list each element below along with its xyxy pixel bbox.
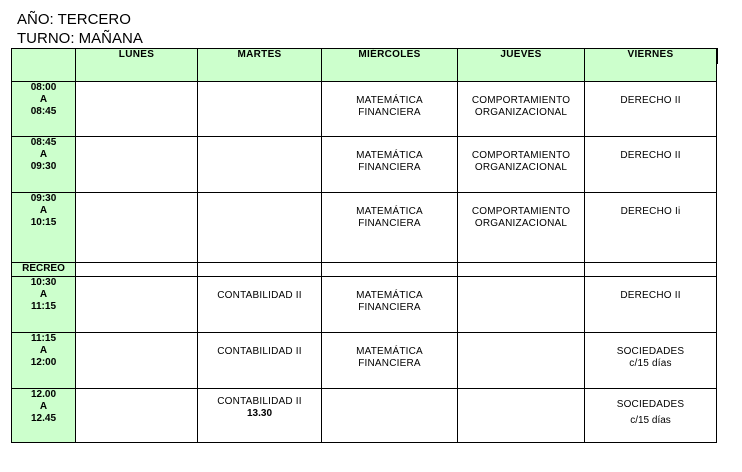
subject — [458, 389, 584, 402]
cell-viernes — [585, 333, 717, 389]
subject: MATEMÁTICA FINANCIERA — [356, 150, 423, 173]
table-row — [12, 193, 717, 263]
header-row — [12, 49, 717, 82]
time-end: 09:30 — [30, 161, 57, 172]
recreo-cell — [76, 263, 198, 277]
subject — [76, 333, 197, 346]
year-heading: AÑO: TERCERO — [17, 11, 131, 28]
time-cell — [12, 82, 76, 137]
cell-lunes — [76, 137, 198, 193]
time-cell — [12, 333, 76, 389]
subject — [458, 277, 584, 290]
shift-heading: TURNO: MAÑANA — [17, 30, 143, 47]
day-header-miercoles: MIÉRCOLES — [322, 49, 458, 82]
subject: DERECHO II — [620, 95, 681, 106]
subject: MATEMÁTICA FINANCIERA — [356, 206, 423, 229]
cell-jueves — [458, 137, 585, 193]
cell-miercoles — [322, 82, 458, 137]
cell-jueves — [458, 333, 585, 389]
time-sep: A — [39, 205, 48, 216]
time-end: 10:15 — [30, 217, 57, 228]
time-sep: A — [39, 94, 48, 105]
cell-martes — [198, 277, 322, 333]
cell-miercoles — [322, 137, 458, 193]
time-cell — [12, 137, 76, 193]
subject — [322, 389, 457, 402]
subject: SOCIEDADES — [616, 399, 685, 410]
cell-martes — [198, 333, 322, 389]
recreo-cell — [198, 263, 322, 277]
subject: CONTABILIDAD II — [217, 396, 302, 407]
time-end: 12:00 — [30, 357, 57, 368]
subject: DERECHO II — [620, 290, 681, 301]
subject — [198, 82, 321, 95]
cell-jueves — [458, 82, 585, 137]
subject — [198, 193, 321, 206]
schedule-table — [11, 48, 717, 443]
corner-cell — [12, 49, 76, 82]
subject — [76, 277, 197, 290]
time-start: 12.00 — [30, 389, 57, 400]
subject — [458, 333, 584, 346]
cell-viernes — [585, 389, 717, 443]
time-sep: A — [39, 345, 48, 356]
cell-martes — [198, 389, 322, 443]
time-end: 08:45 — [30, 106, 57, 117]
table-row — [12, 389, 717, 443]
time-start: 08:00 — [30, 82, 57, 93]
day-header-jueves: JUEVES — [458, 49, 585, 82]
table-row — [12, 82, 717, 137]
cell-lunes — [76, 193, 198, 263]
subject — [76, 193, 197, 206]
recreo-row — [12, 263, 717, 277]
subject: COMPORTAMIENTO ORGANIZACIONAL — [471, 150, 571, 173]
subject — [198, 137, 321, 150]
cell-jueves — [458, 193, 585, 263]
cell-lunes — [76, 333, 198, 389]
subject: CONTABILIDAD II — [217, 290, 302, 301]
cell-lunes — [76, 277, 198, 333]
recreo-label: RECREO — [12, 263, 76, 277]
cell-viernes — [585, 137, 717, 193]
cell-miercoles — [322, 333, 458, 389]
time-start: 10:30 — [30, 277, 57, 288]
day-header-martes: MARTES — [198, 49, 322, 82]
time-sep: A — [39, 401, 48, 412]
cell-lunes — [76, 389, 198, 443]
table-row — [12, 333, 717, 389]
subject: MATEMÁTICA FINANCIERA — [356, 346, 423, 369]
subject-extra-time: 13.30 — [246, 408, 273, 419]
cell-martes — [198, 137, 322, 193]
subject: COMPORTAMIENTO ORGANIZACIONAL — [471, 95, 571, 118]
time-sep: A — [39, 149, 48, 160]
subject — [76, 389, 197, 402]
time-end: 12.45 — [30, 413, 57, 424]
cell-viernes — [585, 82, 717, 137]
recreo-cell — [322, 263, 458, 277]
time-cell — [12, 193, 76, 263]
cell-jueves — [458, 277, 585, 333]
cell-miercoles — [322, 277, 458, 333]
cell-viernes — [585, 193, 717, 263]
cell-martes — [198, 193, 322, 263]
subject-frequency: c/15 días — [630, 415, 671, 426]
table-row — [12, 277, 717, 333]
subject: DERECHO Ii — [620, 206, 681, 217]
subject: CONTABILIDAD II — [217, 346, 302, 357]
subject: MATEMÁTICA FINANCIERA — [356, 290, 423, 313]
subject — [76, 137, 197, 150]
day-header-viernes: VIERNES — [585, 49, 717, 82]
subject: SOCIEDADES c/15 días — [616, 346, 685, 369]
table-row — [12, 137, 717, 193]
time-cell — [12, 389, 76, 443]
cell-miercoles — [322, 193, 458, 263]
subject — [76, 82, 197, 95]
subject: DERECHO II — [620, 150, 681, 161]
recreo-cell — [585, 263, 717, 277]
cell-viernes — [585, 277, 717, 333]
cell-miercoles — [322, 389, 458, 443]
subject: MATEMÁTICA FINANCIERA — [356, 95, 423, 118]
cell-martes — [198, 82, 322, 137]
time-start: 11:15 — [30, 333, 57, 344]
recreo-cell — [458, 263, 585, 277]
cell-lunes — [76, 82, 198, 137]
subject: COMPORTAMIENTO ORGANIZACIONAL — [471, 206, 571, 229]
time-start: 09:30 — [30, 193, 57, 204]
cell-jueves — [458, 389, 585, 443]
time-cell — [12, 277, 76, 333]
time-start: 08:45 — [30, 137, 57, 148]
day-header-lunes: LUNES — [76, 49, 198, 82]
time-end: 11:15 — [30, 301, 57, 312]
time-sep: A — [39, 289, 48, 300]
